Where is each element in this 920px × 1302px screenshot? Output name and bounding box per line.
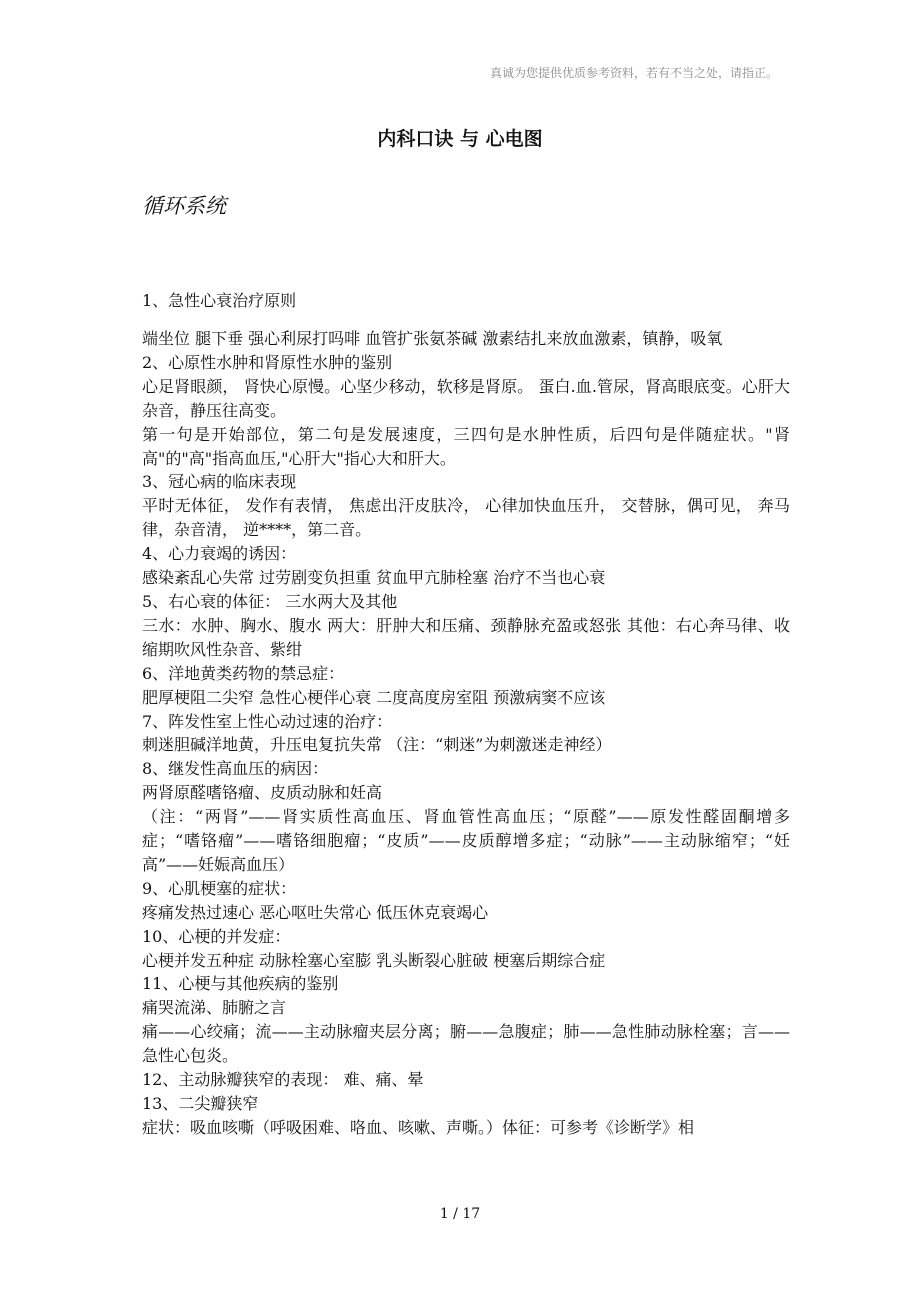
paragraph: 心梗并发五种症 动脉栓塞心室膨 乳头断裂心脏破 梗塞后期综合症	[142, 950, 606, 970]
paragraph: 7、阵发性室上性心动过速的治疗：	[142, 711, 393, 731]
paragraph: （注：“两肾”——肾实质性高血压、肾血管性高血压；“原醛”——原发性醛固酮增多症；“嗜铬瘤”——嗜铬细胞瘤；“皮质”——皮质醇增多症；“动脉”——主动脉缩窄；“妊高”——妊娠高血压）	[142, 807, 790, 874]
paragraph: 痛哭流涕、肺腑之言	[142, 998, 287, 1018]
paragraph: 11、心梗与其他疾病的鉴别	[142, 974, 339, 994]
document-title: 内科口诀 与 心电图	[377, 128, 543, 150]
document-body	[142, 327, 790, 1140]
paragraph: 4、心力衰竭的诱因：	[142, 544, 297, 564]
paragraph: 10、心梗的并发症：	[142, 926, 291, 946]
paragraph: 症状：吸血咳嘶（呼吸困难、咯血、咳嗽、声嘶。）体征：可参考《诊断学》相	[142, 1117, 695, 1137]
paragraph: 平时无体征， 发作有表情， 焦虑出汗皮肤冷， 心律加快血压升， 交替脉，偶可见， 奔马律，杂音清， 逆****，第二音。	[142, 496, 790, 540]
paragraph: 两肾原醛嗜铬瘤、皮质动脉和妊高	[142, 783, 383, 803]
paragraph: 痛——心绞痛；流——主动脉瘤夹层分离；腑——急腹症；肺——急性肺动脉栓塞；言——急性心包炎。	[142, 1022, 790, 1066]
paragraph: 感染紊乱心失常 过劳剧变负担重 贫血甲亢肺栓塞 治疗不当也心衰	[142, 568, 606, 588]
paragraph: 9、心肌梗塞的症状：	[142, 878, 297, 898]
paragraph: 端坐位 腿下垂 强心利尿打吗啡 血管扩张氨茶碱 激素结扎来放血激素，镇静，吸氧	[142, 329, 723, 348]
paragraph: 第一句是开始部位，第二句是发展速度，三四句是水肿性质，后四句是伴随症状。"肾高"的"高"指高血压,"心肝大"指心大和肝大。	[142, 424, 790, 468]
paragraph: 肥厚梗阻二尖窄 急性心梗伴心衰 二度高度房室阻 预激病窦不应该	[142, 687, 606, 707]
page-number: 1 / 17	[439, 1206, 481, 1222]
section-heading: 循环系统	[142, 194, 226, 218]
paragraph: 6、洋地黄类药物的禁忌症：	[142, 663, 345, 683]
paragraph: 三水：水肿、胸水、腹水 两大：肝肿大和压痛、颈静脉充盈或怒张 其他：右心奔马律、收缩期吹风性杂音、紫绀	[142, 615, 790, 659]
paragraph: 5、右心衰的体征： 三水两大及其他	[142, 591, 398, 611]
item-heading: 1、急性心衰治疗原则	[142, 291, 297, 310]
paragraph: 3、冠心病的临床表现	[142, 472, 297, 492]
paragraph: 2、心原性水肿和肾原性水肿的鉴别	[142, 352, 393, 372]
paragraph: 12、主动脉瓣狭窄的表现： 难、痛、晕	[142, 1070, 424, 1090]
paragraph: 8、继发性高血压的病因：	[142, 759, 329, 779]
paragraph: 13、二尖瓣狭窄	[142, 1094, 259, 1113]
paragraph: 疼痛发热过速心 恶心呕吐失常心 低压休克衰竭心	[142, 902, 489, 922]
paragraph: 刺迷胆碱洋地黄，升压电复抗失常 （注：“刺迷”为刺激迷走神经）	[142, 735, 612, 755]
header-note: 真诚为您提供优质参考资料，若有不当之处，请指正。	[489, 66, 778, 80]
paragraph: 心足肾眼颜， 肾快心原慢。心坚少移动，软移是肾原。 蛋白.血.管尿，肾高眼底变。心肝大杂音，静压往高变。	[142, 376, 790, 420]
